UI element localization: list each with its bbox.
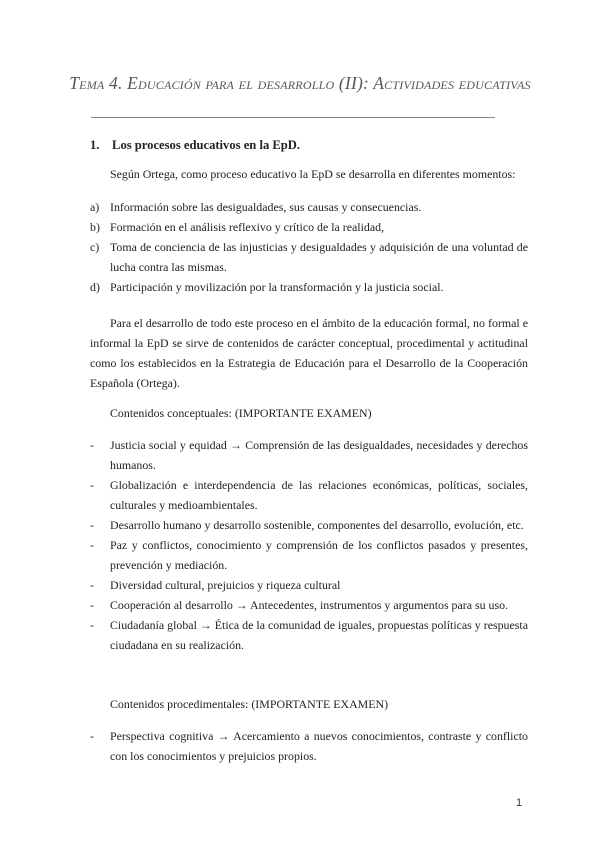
list-item-text: Información sobre las desigualdades, sus causas y consecuencias. bbox=[110, 200, 422, 214]
list-item-text: Toma de conciencia de las injusticias y desigualdades y adquisición de una voluntad de lucha contra las mismas. bbox=[110, 240, 528, 274]
list-item bbox=[90, 595, 528, 615]
list-marker: - bbox=[90, 598, 94, 612]
list-item bbox=[90, 277, 528, 297]
list-item bbox=[90, 726, 528, 766]
list-item bbox=[90, 197, 528, 217]
procedural-list bbox=[90, 726, 528, 766]
list-marker: - bbox=[90, 478, 94, 492]
list-item-text: Diversidad cultural, prejuicios y riqueza cultural bbox=[110, 578, 341, 592]
intro-paragraph: Según Ortega, como proceso educativo la EpD se desarrolla en diferentes momentos: bbox=[110, 167, 516, 181]
list-item-text: Perspectiva cognitiva → Acercamiento a nuevos conocimientos, contraste y conflicto con los conocimientos y prejuicios propios. bbox=[110, 729, 528, 763]
list-item-text: Desarrollo humano y desarrollo sostenible, componentes del desarrollo, evolución, etc. bbox=[110, 518, 524, 532]
list-marker: - bbox=[90, 618, 94, 632]
list-item bbox=[90, 615, 528, 655]
list-item bbox=[90, 217, 528, 237]
list-item-text: Formación en el análisis reflexivo y crítico de la realidad, bbox=[110, 220, 385, 234]
conceptual-list bbox=[90, 435, 528, 655]
list-marker: a) bbox=[90, 200, 100, 214]
list-marker: d) bbox=[90, 280, 100, 294]
list-item-text: Cooperación al desarrollo → Antecedentes, instrumentos y argumentos para su uso. bbox=[110, 598, 509, 612]
procedural-heading: Contenidos procedimentales: (IMPORTANTE EXAMEN) bbox=[110, 697, 389, 711]
list-marker: - bbox=[90, 729, 94, 743]
list-item bbox=[90, 535, 528, 575]
list-item-text: Participación y movilización por la transformación y la justicia social. bbox=[110, 280, 444, 294]
list-marker: - bbox=[90, 578, 94, 592]
list-item bbox=[90, 435, 528, 475]
body-paragraph: Para el desarrollo de todo este proceso en el ámbito de la educación formal, no formal e informal la EpD se sirve de contenidos de carácter conceptual, procedimental y actitudinal como los establecidos en la Estrategia de Educación para el Desarrollo de la Cooperación Española (Ortega). bbox=[90, 316, 528, 390]
list-item-text: Paz y conflictos, conocimiento y comprensión de los conflictos pasados y presentes, prevención y mediación. bbox=[110, 538, 528, 572]
list-item-text: Ciudadanía global → Ética de la comunidad de iguales, propuestas políticas y respuesta ciudadana en su realización. bbox=[110, 618, 528, 652]
list-marker: - bbox=[90, 538, 94, 552]
moments-list bbox=[90, 197, 528, 297]
title-divider bbox=[91, 117, 495, 118]
section-title: Los procesos educativos en la EpD. bbox=[112, 138, 301, 152]
list-item bbox=[90, 575, 528, 595]
section-number: 1. bbox=[90, 138, 100, 152]
conceptual-heading: Contenidos conceptuales: (IMPORTANTE EXAMEN) bbox=[110, 406, 372, 420]
page-number: 1 bbox=[516, 797, 523, 809]
list-item bbox=[90, 237, 528, 277]
list-marker: b) bbox=[90, 220, 100, 234]
list-marker: - bbox=[90, 518, 94, 532]
list-item bbox=[90, 515, 528, 535]
list-marker: - bbox=[90, 438, 94, 452]
list-item-text: Justicia social y equidad → Comprensión de las desigualdades, necesidades y derechos humanos. bbox=[110, 438, 528, 472]
list-item bbox=[90, 475, 528, 515]
section-heading bbox=[90, 138, 300, 153]
page-title: Tema 4. Educación para el desarrollo (II): Actividades educativas bbox=[69, 73, 531, 93]
list-item-text: Globalización e interdependencia de las relaciones económicas, políticas, sociales, culturales y medioambientales. bbox=[110, 478, 528, 512]
list-marker: c) bbox=[90, 240, 100, 254]
